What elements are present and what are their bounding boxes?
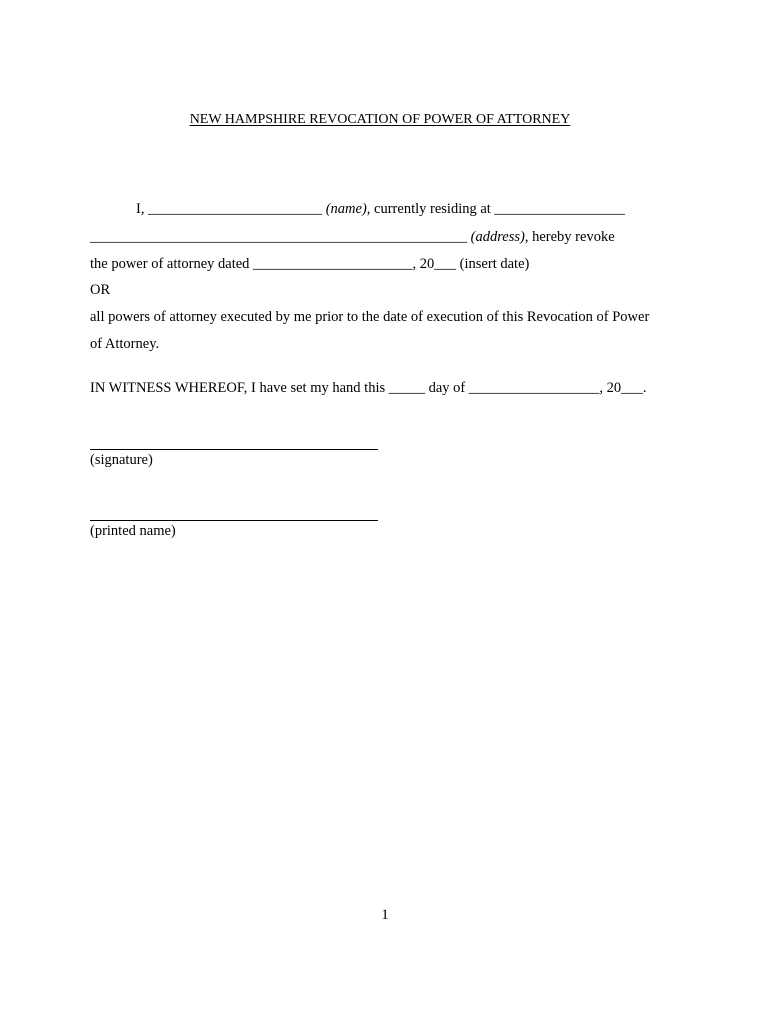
name-prefix-text: I, ________________________: [136, 201, 326, 217]
witness-line: IN WITNESS WHEREOF, I have set my hand this _____ day of __________________, 20___.: [90, 380, 647, 396]
all-powers-line-continued: of Attorney.: [90, 336, 160, 352]
address-label: (address): [470, 229, 525, 245]
signature-label: (signature): [90, 452, 153, 468]
power-of-attorney-date-line: the power of attorney dated ______________________, 20___ (insert date): [90, 256, 530, 272]
name-label: (name): [325, 201, 367, 217]
hereby-revoke-text: , hereby revoke: [524, 229, 615, 245]
printed-name-label: (printed name): [90, 523, 176, 539]
document-title: NEW HAMPSHIRE REVOCATION OF POWER OF ATTORNEY: [189, 112, 571, 127]
signature-line: [90, 449, 378, 450]
revocation-line-name: [136, 202, 625, 217]
printed-name-line: [90, 520, 378, 521]
or-text: OR: [90, 282, 111, 298]
page-number: 1: [381, 907, 389, 923]
address-blank: ____________________________________________________: [90, 229, 471, 245]
revocation-line-address: [90, 230, 615, 245]
all-powers-line: all powers of attorney executed by me prior to the date of execution of this Revocation of Power: [90, 309, 650, 325]
residing-text: , currently residing at __________________: [366, 201, 625, 217]
